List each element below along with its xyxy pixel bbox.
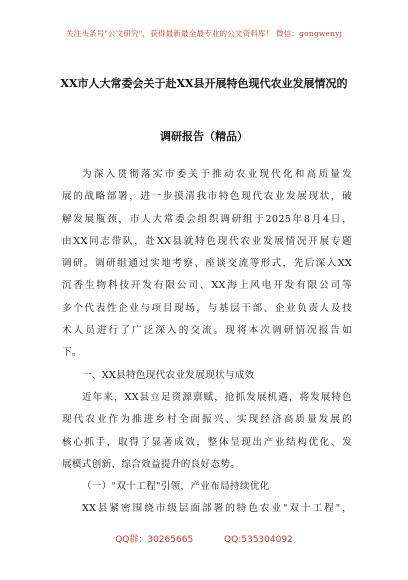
paragraph-line: 展的战略部署，进一步摸清我市特色现代农业发展现状，破 [62, 191, 352, 203]
paragraph-line: 展模式创新、综合效益提升的良好态势。 [62, 458, 241, 470]
paragraph-line: 术人员进行了广泛深入的交流。现将本次调研情况报告如 [62, 325, 352, 337]
paragraph-line: 近年来，XX县立足资源禀赋，抢抓发展机遇，将发展特色 [82, 391, 352, 403]
subsection-heading: （一）"双十工程"引领，产业布局持续优化 [82, 481, 270, 493]
document-title: XX市人大常委会关于赴XX县开展特色现代农业发展情况的 [60, 77, 348, 90]
paragraph-line: 下。 [62, 347, 82, 359]
section-heading: 一、XX县特色现代农业发展现状与成效 [82, 369, 255, 381]
header-banner: 关注头条号"公文研究"，获得最新最全最专业的公文资料库！ 微信：gongwenyj [65, 29, 343, 38]
paragraph-line: 解发展瓶颈，市人大常委会组织调研组于2025年8月4日， [62, 213, 352, 225]
paragraph-line: 沉香生物科技开发有限公司、XX海上风电开发有限公司等 [62, 280, 352, 292]
document-body [62, 164, 352, 521]
paragraph-line: 调研。调研组通过实地考察、座谈交流等形式，先后深入XX [62, 258, 352, 270]
paragraph-line: 由XX同志带队，赴XX县就特色现代农业发展情况开展专题 [62, 235, 352, 247]
footer-qq-contact: QQ:535304092 [224, 535, 293, 545]
footer-qq-group: QQ群：30265665 [115, 535, 194, 545]
paragraph-line: 现代农业作为推进乡村全面振兴、实现经济高质量发展的 [62, 414, 352, 426]
paragraph-line: 为深入贯彻落实市委关于推动农业现代化和高质量发 [82, 169, 352, 180]
paragraph-line: XX县紧密围绕市级层面部署的特色农业"双十工程"， [82, 503, 352, 515]
paragraph-line: 核心抓手，取得了显著成效，整体呈现出产业结构优化、发 [62, 436, 352, 448]
document-subtitle: 调研报告（精品） [160, 130, 248, 143]
paragraph-line: 多个代表性企业与项目现场，与基层干部、企业负责人及技 [62, 302, 352, 314]
footer-contact [0, 532, 408, 545]
